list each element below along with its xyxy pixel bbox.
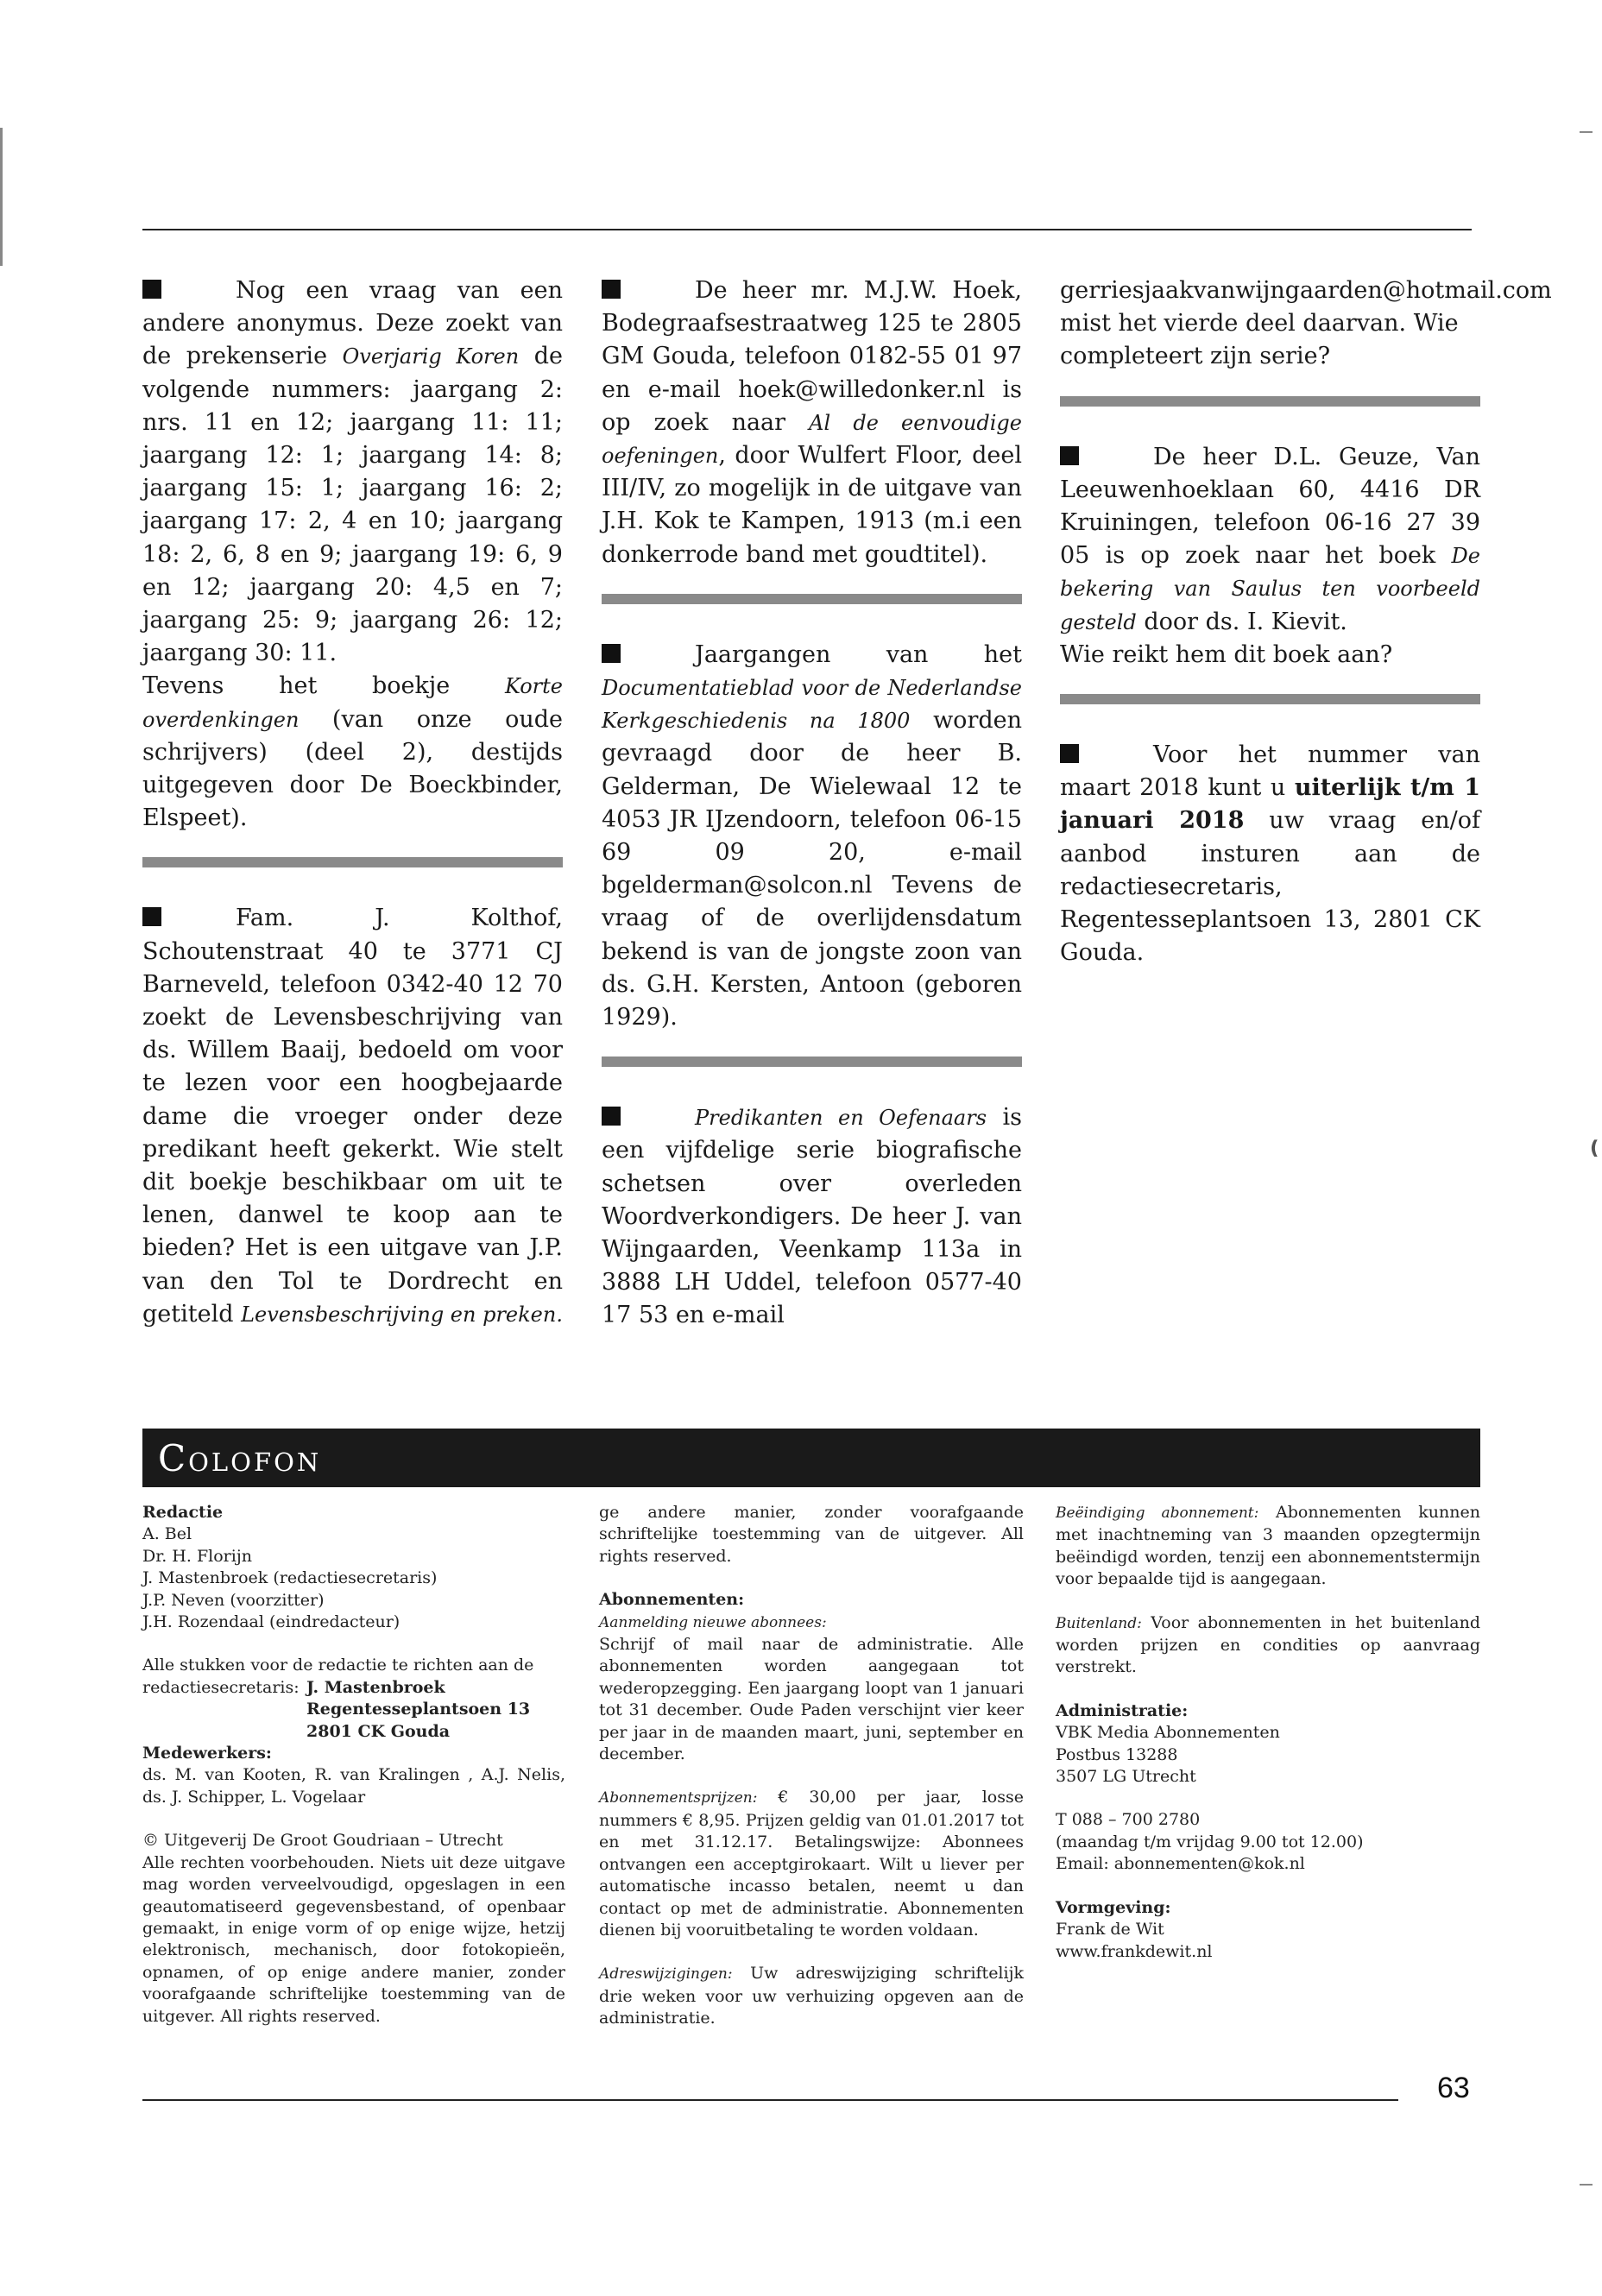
vormgeving-line: www.frankdewit.nl bbox=[1056, 1941, 1213, 1961]
buitenland-text: Buitenland: Voor abonnementen in het buitenland worden prijzen en condities op aanvraag verstrekt. bbox=[1056, 1612, 1480, 1677]
rights-text-continued: ge andere manier, zonder voorafgaande schriftelijke toestemming van de uitgever. All rights reserved. bbox=[599, 1503, 1024, 1566]
top-rule bbox=[142, 229, 1472, 230]
square-bullet-icon bbox=[142, 280, 161, 299]
rights-text: Alle rechten voorbehouden. Niets uit deze uitgave mag worden verveelvoudigd, opgeslagen in een geautomatiseerd gegevensbestand, of openbaar gemaakt, in enige vorm of op enige wijze, hetzij elektronisch, mechanisch, door fotokopieën, opnamen, of op enige andere manier, zonder voorafgaande schriftelijke toestemming van de uitgever. All rights reserved. bbox=[142, 1852, 565, 2026]
vormgeving-heading: Vormgeving: bbox=[1056, 1897, 1171, 1917]
prijzen-text: Abonnementsprijzen: € 30,00 per jaar, losse nummers € 8,95. Prijzen geldig van 01.01.2017 tot en met 31.12.17. Betalingswijze: Abonnees ontvangen een acceptgirokaart. Wilt u liever per automatische incasso betalen, neemt u dan contact op met de administratie. Abonnementen dienen bij vooruitbetaling te worden voldaan. bbox=[599, 1788, 1024, 1940]
notice-deadline: Voor het nummer van maart 2018 kunt u uiterlijk t/m 1 januari 2018 uw vraag en/of aanbod insturen aan de redactiesecretaris, Regentesseplantsoen 13, 2801 CK Gouda. bbox=[1060, 741, 1480, 967]
margin-mark bbox=[0, 128, 3, 266]
redactie-heading: Redactie bbox=[142, 1503, 224, 1522]
notices-column-3 bbox=[1060, 274, 1552, 969]
notice-kolthof: Fam. J. Kolthof, Schoutenstraat 40 te 3771 CJ Barneveld, telefoon 0342-40 12 70 zoekt de Levensbeschrijving van ds. Willem Baaij, bedoeld om voor te lezen voor een hoogbejaarde dame die vroeger onder deze predikant heeft gekerkt. Wie stelt dit boekje beschikbaar om uit te lenen, danwel te koop aan te bieden? Het is een uitgave van J.P. van den Tol te Dordrecht en getiteld Levensbeschrijving en preken. bbox=[142, 905, 563, 1328]
redactie-member: J. Mastenbroek (redactiesecretaris) bbox=[142, 1568, 438, 1588]
colofon-column-1 bbox=[142, 1502, 565, 2026]
square-bullet-icon bbox=[602, 280, 621, 299]
contact-email: Email: abonnementen@kok.nl bbox=[1056, 1854, 1305, 1874]
medewerkers-heading: Medewerkers: bbox=[142, 1744, 272, 1763]
notices-column-1 bbox=[142, 274, 563, 1331]
contact-phone: T 088 – 700 2780 bbox=[1056, 1810, 1201, 1830]
secretary-address: redactiesecretaris: J. Mastenbroek Regentesseplantsoen 13 2801 CK Gouda bbox=[142, 1677, 531, 1741]
vormgeving-line: Frank de Wit bbox=[1056, 1920, 1164, 1940]
beeindiging-text: Beëindiging abonnement: Abonnementen kunnen met inachtneming van 3 maanden opzegtermijn beëindigd worden, tenzij een abonnementstermijn voor bepaalde tijd is aangegaan. bbox=[1056, 1503, 1481, 1589]
square-bullet-icon bbox=[1060, 744, 1079, 763]
notice-geuze: De heer D.L. Geuze, Van Leeuwenhoeklaan 60, 4416 DR Kruiningen, telefoon 06-16 27 39 05 is op zoek naar het boek De bekering van Saulus ten voorbeeld gesteld door ds. I. Kievit. Wie reikt hem dit boek aan? bbox=[1060, 443, 1480, 668]
administratie-line: 3507 LG Utrecht bbox=[1056, 1767, 1196, 1787]
notice-divider bbox=[1060, 396, 1480, 407]
adreswijziging-text: Adreswijzigingen: Uw adreswijziging schriftelijk drie weken voor uw verhuizing opgeven aan de administratie. bbox=[599, 1964, 1024, 2028]
notice-continuation: gerriesjaakvanwijngaarden@hotmail.com mist het vierde deel daarvan. Wie completeert zijn serie? bbox=[1060, 277, 1552, 370]
redactie-member: J.P. Neven (voorzitter) bbox=[142, 1590, 325, 1610]
administratie-line: VBK Media Abonnementen bbox=[1056, 1723, 1280, 1743]
colofon-column-3 bbox=[1056, 1502, 1480, 1963]
notice-divider bbox=[142, 857, 563, 867]
square-bullet-icon bbox=[142, 907, 161, 926]
redactie-member: J.H. Rozendaal (eindredacteur) bbox=[142, 1612, 400, 1632]
medewerkers-list: ds. M. van Kooten, R. van Kralingen , A.J. Nelis, ds. J. Schipper, L. Vogelaar bbox=[142, 1765, 565, 1807]
redactie-member: Dr. H. Florijn bbox=[142, 1546, 252, 1566]
margin-mark bbox=[1580, 131, 1593, 133]
colofon-header bbox=[142, 1429, 1480, 1487]
page-number: 63 bbox=[1437, 2072, 1470, 2104]
colofon-title: Colofon bbox=[158, 1437, 322, 1479]
redactie-member: A. Bel bbox=[142, 1524, 192, 1544]
notice-predikanten: Predikanten en Oefenaars is een vijfdelige serie biografische schetsen over overleden Woordverkondigers. De heer J. van Wijngaarden, Veenkamp 113a in 3888 LH Uddel, telefoon 0577-40 17 53 en e-mail bbox=[602, 1104, 1022, 1329]
square-bullet-icon bbox=[602, 644, 621, 663]
copyright-line: © Uitgeverij De Groot Goudriaan – Utrecht bbox=[142, 1831, 503, 1851]
margin-mark bbox=[1580, 2184, 1593, 2186]
administratie-line: Postbus 13288 bbox=[1056, 1744, 1178, 1764]
aanmelding-label: Aanmelding nieuwe abonnees: bbox=[599, 1613, 827, 1631]
administratie-heading: Administratie: bbox=[1056, 1700, 1189, 1720]
square-bullet-icon bbox=[602, 1107, 621, 1126]
stukken-text: Alle stukken voor de redactie te richten aan de bbox=[142, 1656, 534, 1675]
notice-gelderman: Jaargangen van het Documentatieblad voor de Nederlandse Kerkgeschiedenis na 1800 worden gevraagd door de heer B. Gelderman, De Wielewaal 12 te 4053 JR IJzendoorn, telefoon 06-15 69 09 20, e-mail bgelderman@solcon.nl Tevens de vraag of de overlijdensdatum bekend is van de jongste zoon van ds. G.H. Kersten, Antoon (geboren 1929). bbox=[602, 640, 1022, 1031]
square-bullet-icon bbox=[1060, 446, 1079, 465]
abonnementen-heading: Abonnementen: bbox=[599, 1590, 745, 1610]
notice-overjarig-koren: Nog een vraag van een andere anonymus. Deze zoekt van de prekenserie Overjarig Koren de volgende nummers: jaargang 2: nrs. 11 en 12; jaargang 11: 11; jaargang 12: 1; jaargang 14: 8; jaargang 15: 1; jaargang 16: 2; jaargang 17: 2, 4 en 10; jaargang 18: 2, 6, 8 en 9; jaargang 19: 6, 9 en 12; jaargang 20: 4,5 en 7; jaargang 25: 9; jaargang 26: 12; jaargang 30: 11. Tevens het boekje Korte overdenkingen (van onze oude schrijvers) (deel 2), destijds uitgegeven door De Boeckbinder, Elspeet). bbox=[142, 277, 563, 832]
aanmelding-text: Schrijf of mail naar de administratie. Alle abonnementen worden aangegaan tot wederopzegging. Een jaargang loopt van 1 januari tot 31 december. Oude Paden verschijnt vier keer per jaar in de maanden maart, juni, september en december. bbox=[599, 1635, 1024, 1764]
bottom-rule bbox=[142, 2099, 1398, 2101]
margin-mark: ❪ bbox=[1586, 1138, 1602, 1159]
notice-divider bbox=[1060, 694, 1480, 704]
notices-column-2 bbox=[602, 274, 1022, 1333]
colofon-column-2 bbox=[599, 1502, 1024, 2030]
notice-divider bbox=[602, 1057, 1022, 1067]
contact-hours: (maandag t/m vrijdag 9.00 tot 12.00) bbox=[1056, 1832, 1364, 1851]
notice-divider bbox=[602, 594, 1022, 604]
notice-hoek: De heer mr. M.J.W. Hoek, Bodegraafsestraatweg 125 te 2805 GM Gouda, telefoon 0182-55 01 97 en e-mail hoek@willedonker.nl is op zoek naar Al de eenvoudige oefeningen, door Wulfert Floor, deel III/IV, zo mogelijk in de uitgave van J.H. Kok te Kampen, 1913 (m.i een donkerrode band met goudtitel). bbox=[602, 277, 1022, 568]
